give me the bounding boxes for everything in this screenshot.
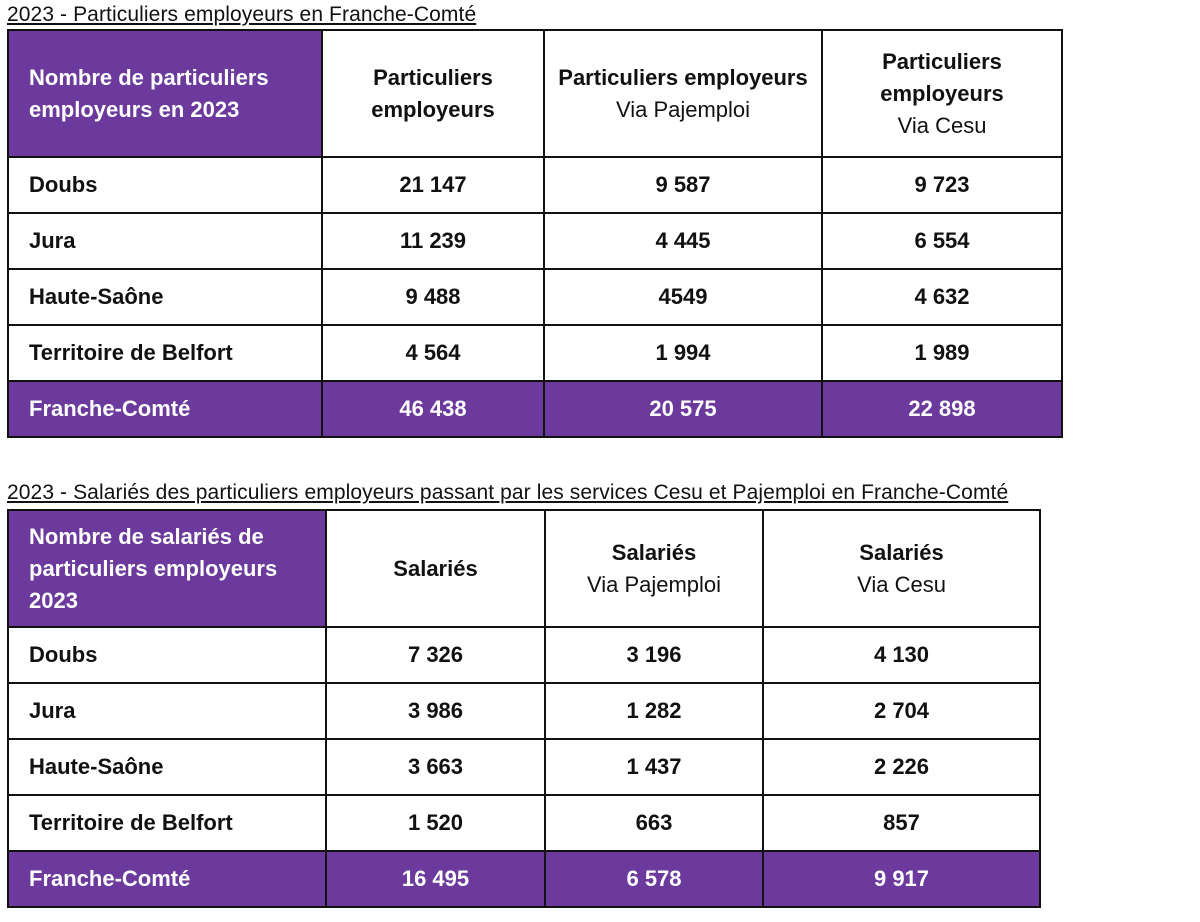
cell-value: 2 704 [763,683,1040,739]
table-row [8,213,1062,269]
col-header-title: Particuliers employeurs [558,64,808,90]
table1-total-row [8,381,1062,437]
row-label: Doubs [8,627,326,683]
table1-corner-header: Nombre de particuliers employeurs en 2023 [8,30,322,157]
table1-caption: 2023 - Particuliers employeurs en Franche-Comté [7,3,477,26]
table2-corner-header: Nombre de salariés de particuliers employeurs 2023 [8,510,326,627]
row-label: Haute-Saône [8,269,322,325]
table2-col-header-pajemploi [545,510,763,627]
col-header-subtitle: Via Pajemploi [586,571,722,597]
total-value: 46 438 [322,381,544,437]
table2-header-row [8,510,1040,627]
cell-value: 6 554 [822,213,1062,269]
row-label: Territoire de Belfort [8,325,322,381]
cell-value: 4 445 [544,213,822,269]
cell-value: 3 196 [545,627,763,683]
cell-value: 9 723 [822,157,1062,213]
employers-table [7,29,1063,438]
row-label: Jura [8,683,326,739]
cell-value: 2 226 [763,739,1040,795]
total-label: Franche-Comté [8,851,326,907]
total-value: 9 917 [763,851,1040,907]
table2-col-header-total [326,510,545,627]
table1-col-header-pajemploi [544,30,822,157]
table-row [8,795,1040,851]
cell-value: 7 326 [326,627,545,683]
table-row [8,325,1062,381]
table2-col-header-cesu [763,510,1040,627]
cell-value: 857 [763,795,1040,851]
table-row [8,683,1040,739]
total-value: 16 495 [326,851,545,907]
table-row [8,627,1040,683]
col-header-title: Salariés [859,539,944,565]
cell-value: 9 587 [544,157,822,213]
table-row [8,739,1040,795]
cell-value: 4549 [544,269,822,325]
col-header-subtitle: Via Pajemploi [615,96,751,122]
employees-table [7,509,1041,908]
total-value: 20 575 [544,381,822,437]
col-header-title: Salariés [611,539,697,565]
cell-value: 9 488 [322,269,544,325]
col-header-subtitle: Via Cesu [857,571,946,597]
col-header-title: Salariés [393,555,478,581]
cell-value: 11 239 [322,213,544,269]
cell-value: 21 147 [322,157,544,213]
col-header-subtitle: Via Cesu [897,112,987,138]
cell-value: 663 [545,795,763,851]
cell-value: 1 520 [326,795,545,851]
row-label: Doubs [8,157,322,213]
col-header-title: Particuliers employeurs [371,64,495,122]
table1-header-row [8,30,1062,157]
table2-caption: 2023 - Salariés des particuliers employeurs passant par les services Cesu et Pajemploi en Franche-Comté [7,481,1009,504]
row-label: Jura [8,213,322,269]
table2-total-row [8,851,1040,907]
total-value: 22 898 [822,381,1062,437]
cell-value: 4 130 [763,627,1040,683]
cell-value: 1 989 [822,325,1062,381]
cell-value: 1 994 [544,325,822,381]
row-label: Haute-Saône [8,739,326,795]
cell-value: 1 282 [545,683,763,739]
cell-value: 1 437 [545,739,763,795]
cell-value: 4 564 [322,325,544,381]
row-label: Territoire de Belfort [8,795,326,851]
cell-value: 4 632 [822,269,1062,325]
table1-col-header-total [322,30,544,157]
col-header-title: Particuliers employeurs [880,48,1004,106]
total-value: 6 578 [545,851,763,907]
cell-value: 3 663 [326,739,545,795]
total-label: Franche-Comté [8,381,322,437]
cell-value: 3 986 [326,683,545,739]
table-row [8,157,1062,213]
table1-col-header-cesu [822,30,1062,157]
table-row [8,269,1062,325]
